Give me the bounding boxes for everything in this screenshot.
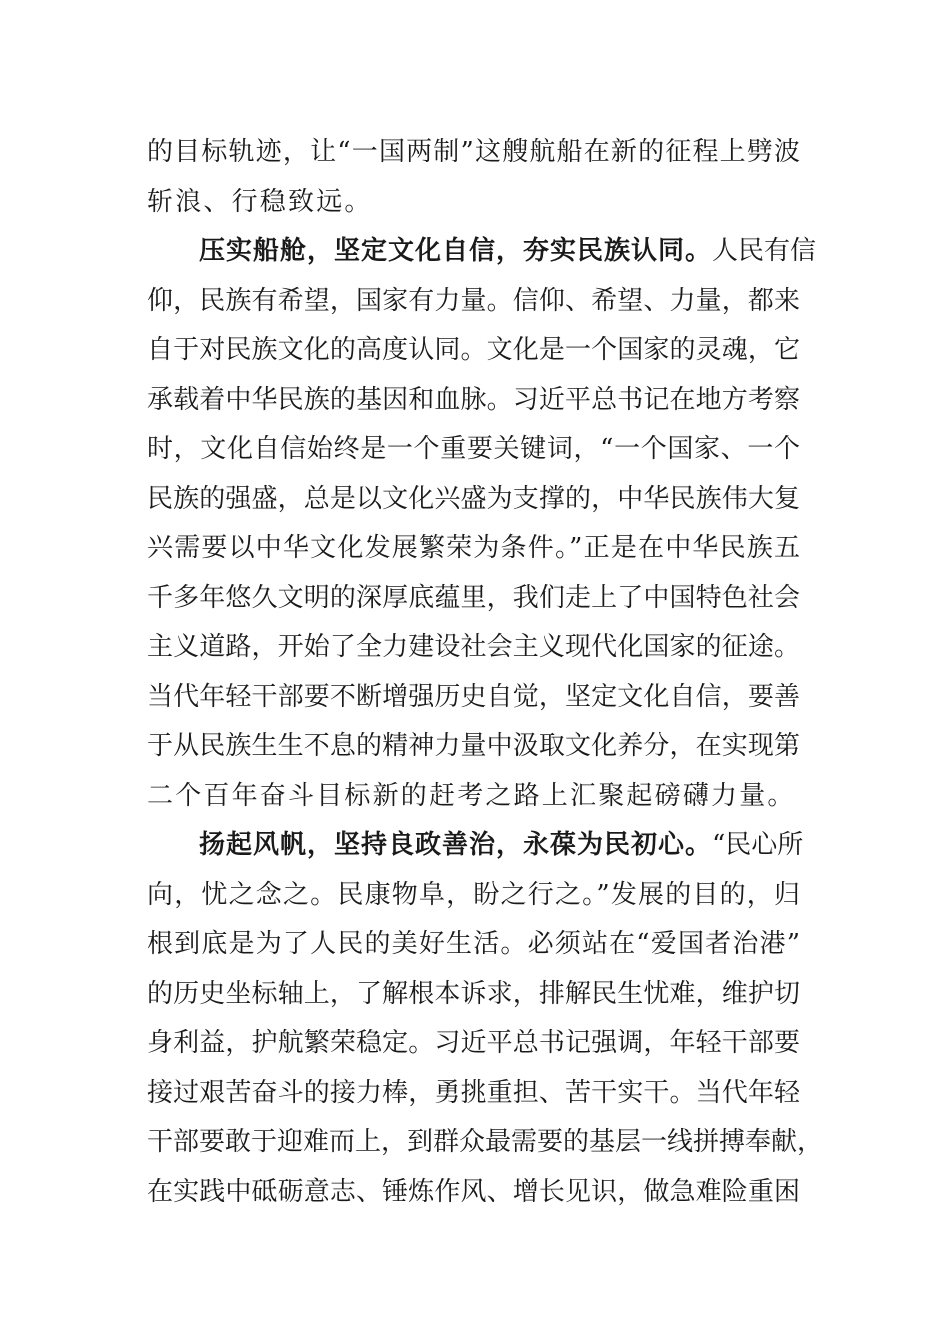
paragraph-2-line: 二个百年奋斗目标新的赶考之路上汇聚起磅礴力量。 xyxy=(147,780,796,811)
paragraph-2-line: 兴需要以中华文化发展繁荣为条件。”正是在中华民族五 xyxy=(147,533,800,563)
paragraph-3-line: 根到底是为了人民的美好生活。必须站在“爱国者治港” xyxy=(147,929,800,959)
paragraph-1-line-2: 斩浪、行稳致远。 xyxy=(147,186,373,217)
paragraph-3-line: 向，忧之念之。民康物阜，盼之行之。”发展的目的，归 xyxy=(147,879,800,910)
paragraph-3-heading: 扬起风帆，坚持良政善治，永葆为民初心。 xyxy=(199,830,713,860)
paragraph-2-line: 千多年悠久文明的深厚底蕴里，我们走上了中国特色社会 xyxy=(147,582,800,613)
paragraph-2-line: 仰，民族有希望，国家有力量。信仰、希望、力量，都来 xyxy=(147,285,800,316)
paragraph-3-line: 接过艰苦奋斗的接力棒，勇挑重担、苦干实干。当代年轻 xyxy=(147,1077,800,1108)
paragraph-2-first-line-text: 人民有信 xyxy=(712,236,817,266)
paragraph-2-line: 民族的强盛，总是以文化兴盛为支撑的，中华民族伟大复 xyxy=(147,483,800,514)
paragraph-3-first-line-text: “民心所 xyxy=(712,830,804,860)
paragraph-2-line: 承载着中华民族的基因和血脉。习近平总书记在地方考察 xyxy=(147,384,800,415)
paragraph-3-line: 在实践中砥砺意志、锤炼作风、增长见识，做急难险重困 xyxy=(147,1176,800,1207)
paragraph-3-line: 的历史坐标轴上，了解根本诉求，排解民生忧难，维护切 xyxy=(147,978,800,1009)
document-body xyxy=(147,128,824,1217)
paragraph-2-line: 于从民族生生不息的精神力量中汲取文化养分，在实现第 xyxy=(147,731,800,761)
paragraph-2-first-line xyxy=(147,227,817,277)
paragraph-2-line: 自于对民族文化的高度认同。文化是一个国家的灵魂，它 xyxy=(147,335,800,365)
paragraph-2-line: 主义道路，开始了全力建设社会主义现代化国家的征途。 xyxy=(147,632,800,662)
paragraph-2-heading: 压实船舱，坚定文化自信，夯实民族认同。 xyxy=(199,236,713,266)
paragraph-3-first-line xyxy=(147,821,804,871)
paragraph-3-line: 干部要敢于迎难而上，到群众最需要的基层一线拼搏奉献， xyxy=(147,1127,824,1157)
paragraph-1-line-1: 的目标轨迹，让“一国两制”这艘航船在新的征程上劈波 xyxy=(147,137,800,167)
paragraph-3-line: 身利益，护航繁荣稳定。习近平总书记强调，年轻干部要 xyxy=(147,1028,800,1058)
paragraph-2-line: 当代年轻干部要不断增强历史自觉，坚定文化自信，要善 xyxy=(147,681,800,712)
paragraph-2-line: 时，文化自信始终是一个重要关键词，“一个国家、一个 xyxy=(147,434,800,464)
